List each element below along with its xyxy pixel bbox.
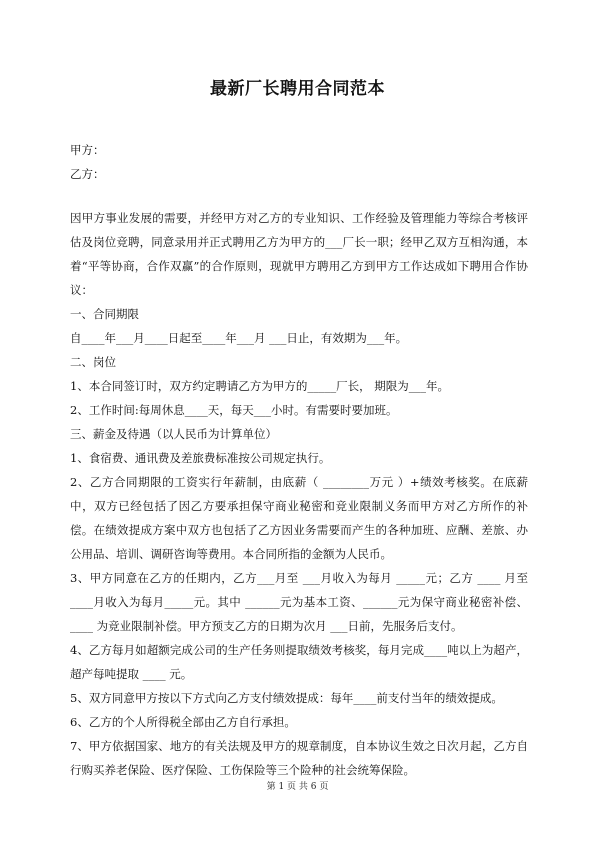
- section-heading-term: 一、合同期限: [70, 307, 139, 321]
- salary-clause-1: 1、食宿费、通讯费及差旅费标准按公司规定执行。: [70, 451, 331, 465]
- party-a-label: 甲方：: [70, 143, 105, 157]
- page-footer: 第 1 页 共 6 页: [266, 782, 329, 792]
- parties-block: [70, 138, 105, 186]
- party-b-label: 乙方：: [70, 167, 105, 181]
- intro-paragraph: 因甲方事业发展的需要，并经甲方对乙方的专业知识、工作经验及管理能力等综合考核评估及岗位竞聘，同意录用并正式聘用乙方为甲方的___厂长一职；经甲乙双方互相沟通，本着“平等协商，合作双赢”的合作原则，现就甲方聘用乙方到甲方工作达成如下聘用合作协议：: [70, 211, 528, 297]
- salary-clause-7: 7、甲方依据国家、地方的有关法规及甲方的规章制度，自本协议生效之日次月起，乙方自行购买养老保险、医疗保险、工伤保险等三个险种的社会统筹保险。: [70, 739, 528, 777]
- salary-clause-5: 5、双方同意甲方按以下方式向乙方支付绩效提成：每年____前支付当年的绩效提成。: [70, 691, 503, 705]
- position-clause-2: 2、工作时间:每周休息____天，每天___小时。有需要时要加班。: [70, 403, 398, 417]
- section-heading-salary: 三、薪金及待遇（以人民币为计算单位）: [70, 427, 277, 441]
- contract-body: [70, 206, 528, 782]
- salary-clause-6: 6、乙方的个人所得税全部由乙方自行承担。: [70, 715, 296, 729]
- position-clause-1: 1、本合同签订时，双方约定聘请乙方为甲方的_____厂长， 期限为___年。: [70, 379, 449, 393]
- salary-clause-2: 2、乙方合同期限的工资实行年薪制，由底薪（ ________万元 ）+绩效考核奖。在底薪中，双方已经包括了因乙方要承担保守商业秘密和竞业限制义务而甲方对乙方所作的补偿。在绩效提成方案中双方也包括了乙方因业务需要而产生的各种加班、应酬、差旅、办公用品、培训、调研咨询等费用。本合同所指的金额为人民币。: [70, 475, 528, 561]
- document-title: 最新厂长聘用合同范本: [210, 79, 385, 99]
- term-paragraph: 自____年___月____日起至____年___月 ___日止，有效期为___年。: [70, 331, 408, 345]
- salary-clause-4: 4、乙方每月如超额完成公司的生产任务则提取绩效考核奖，每月完成____吨以上为超产，超产每吨提取 ____ 元。: [70, 643, 528, 681]
- section-heading-position: 二、岗位: [70, 355, 116, 369]
- salary-clause-3: 3、甲方同意在乙方的任期内，乙方___月至 ___月收入为每月 _____元；乙方 ____ 月至 ____月收入为每月_____元。其中 ______元为基本工资、______元为保守商业秘密补偿、____ 为竞业限制补偿。甲方预支乙方的日期为次月 ___日前，先服务后支付。: [70, 571, 528, 633]
